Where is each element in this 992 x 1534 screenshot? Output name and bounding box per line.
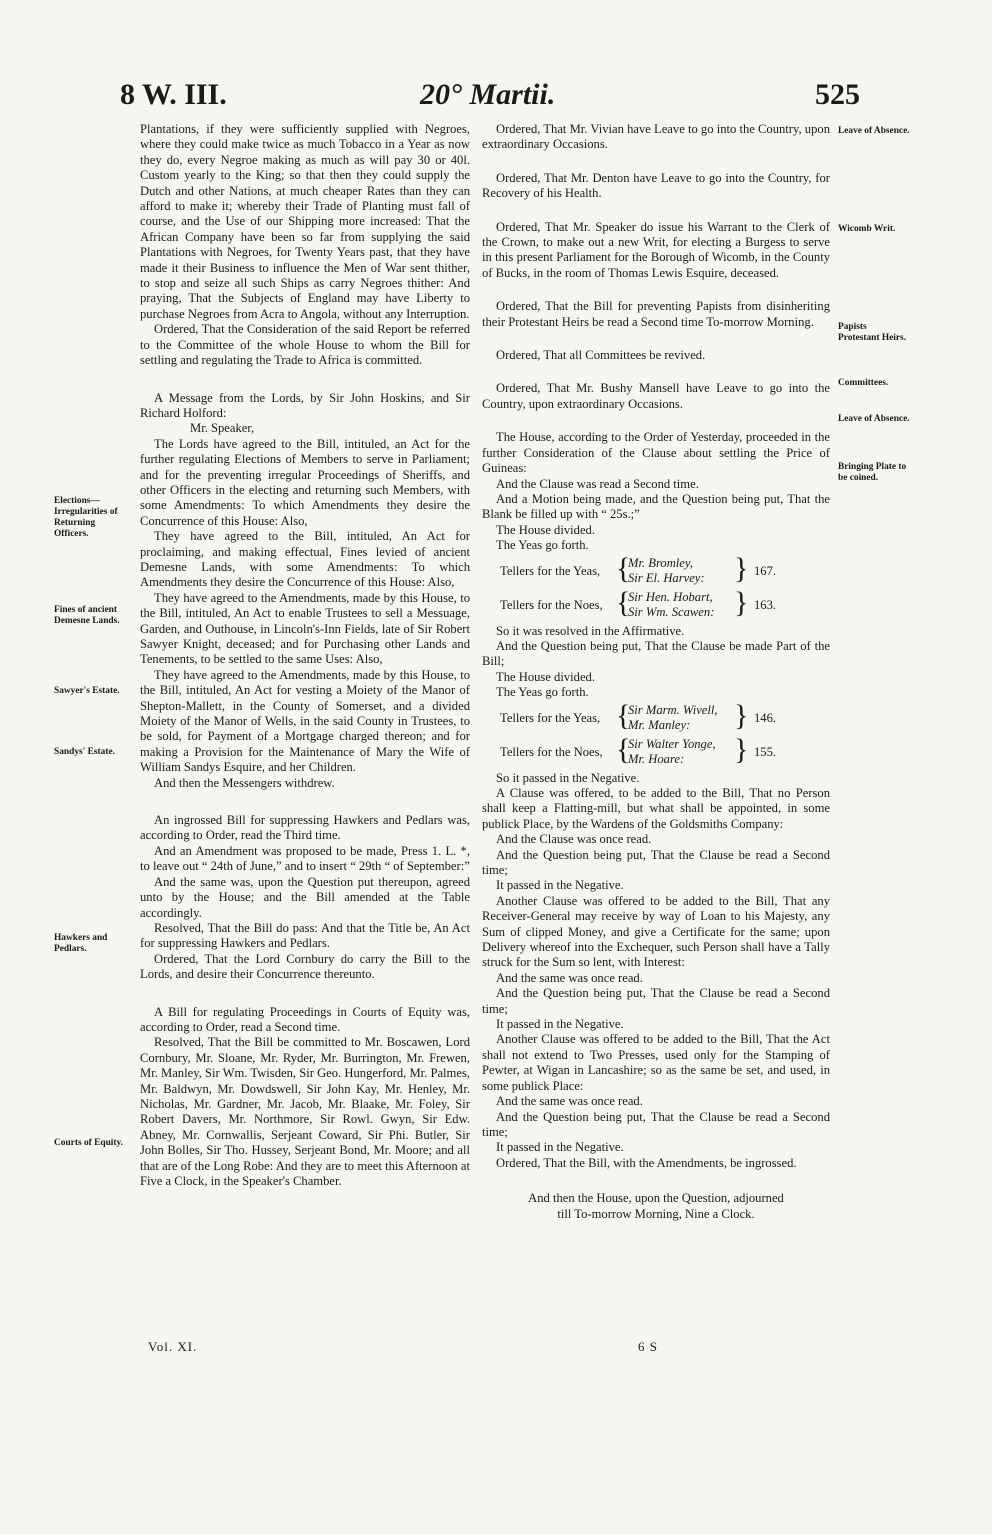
tellers-noes-1	[482, 585, 830, 622]
tellers-label: Tellers for the Noes,	[500, 597, 603, 612]
tellers-noes-2	[482, 732, 830, 769]
margin-note: Bringing Plate to be coined.	[838, 462, 907, 483]
paragraph: Ordered, That the Bill, with the Amendments, be ingrossed.	[496, 1155, 797, 1170]
teller-names: Sir Hen. Hobart, Sir Wm. Scawen:	[628, 589, 715, 619]
margin-note: Elections—Irregularities of Returning Officers.	[54, 496, 118, 539]
paragraph: The House, according to the Order of Yesterday, proceeded in the further Consideration of the Clause about settling the Price of Guineas:	[482, 430, 830, 476]
paragraph: A Message from the Lords, by Sir John Hoskins, and Sir Richard Holford:	[140, 390, 470, 420]
margin-note: Courts of Equity.	[54, 1138, 124, 1148]
paragraph: Mr. Speaker,	[190, 421, 255, 436]
paragraph: Resolved, That the Bill do pass: And that the Title be, An Act for suppressing Hawkers and Pedlars.	[140, 920, 470, 951]
paragraph: The Yeas go forth.	[496, 538, 589, 553]
paragraph: Ordered, That Mr. Bushy Mansell have Leave to go into the Country, upon extraordinary Occasions.	[482, 381, 830, 411]
paragraph: Another Clause was offered to be added to the Bill, That any Receiver-General may receive by way of Loan to his Majesty, any Sum of clipped Money, and give a Certificate for the same; upon Delivery whereof into the Exchequer, such Person shall have a Tally struck for the Sum so lent, with Interest:	[482, 893, 830, 970]
page-header	[0, 78, 992, 118]
paragraph: They have agreed to the Amendments, made by this House, to the Bill, intituled, An Act for vesting a Moiety of the Manor of Shepton-Mallett, in the County of Somerset, and a divided Moiety of the Manor of Wells, in the said County in Trustees, to be sold, for Payment of a Mortgage charged thereon; and for making a Provision for the Maintenance of Mary the Wife of William Sandys Esquire, and her Children.	[140, 667, 470, 775]
vote-count: 155.	[754, 744, 777, 759]
paragraph: Ordered, That Mr. Denton have Leave to go into the Country, for Recovery of his Health.	[482, 170, 830, 201]
paragraph: It passed in the Negative.	[496, 878, 624, 893]
paragraph: Ordered, That the Bill for preventing Papists from disinheriting their Protestant Heirs be read a Second time To-morrow Morning.	[482, 299, 830, 329]
vote-count: 167.	[754, 563, 777, 578]
margin-note: Leave of Absence.	[838, 414, 910, 424]
margin-note: Hawkers and Pedlars.	[54, 933, 108, 954]
paragraph: The Yeas go forth.	[496, 685, 589, 700]
page-number: 525	[815, 78, 860, 111]
paragraph: And a Motion being made, and the Question being put, That the Blank be filled up with “ 25s.;”	[482, 491, 830, 522]
tellers-label: Tellers for the Yeas,	[500, 563, 601, 578]
paragraph: Plantations, if they were sufficiently supplied with Negroes, where they could make twice as much Tobacco in a Year as now they do, every Negroe making as much as will pay 30 or 40l. Custom yearly to the King; so that then they could supply the Dutch and other Nations, at much cheaper Rates than they can afford to make it; whereby their Trade of Planting must fall of course, and the Use of our Shipping more increased: That the African Company have been so far from supplying the said Plantations with Negroes, for Twenty Years past, that they have made it their Business to influence the Men of War sent thither, to stop and seize all such Ships as carry Negroes thither: And praying, That the Subjects of England may have Liberty to purchase Negroes from Acra to Angola, without any Interruption.	[140, 122, 470, 321]
paragraph: A Clause was offered, to be added to the Bill, That no Person shall keep a Flatting-mill, but what shall be appointed, in some publick Place, by the Wardens of the Goldsmiths Company:	[482, 785, 830, 831]
margin-note: Sandys' Estate.	[54, 747, 115, 757]
paragraph: And the Question being put, That the Clause be read a Second time;	[482, 847, 830, 877]
paragraph: Ordered, That the Lord Cornbury do carry the Bill to the Lords, and desire their Concurrence thereunto.	[140, 951, 470, 982]
tellers-yeas-1	[482, 551, 830, 588]
paragraph: A Bill for regulating Proceedings in Courts of Equity was, according to Order, read a Second time.	[140, 1004, 470, 1034]
brace: }	[734, 732, 749, 766]
paragraph: It passed in the Negative.	[496, 1017, 624, 1032]
right-column	[482, 122, 830, 1222]
date-heading: 20° Martii.	[420, 78, 556, 111]
paragraph: Ordered, That Mr. Speaker do issue his Warrant to the Clerk of the Crown, to make out a new Writ, for electing a Burgess to serve in this present Parliament for the Borough of Wicomb, in the County of Bucks, in the room of Thomas Lewis Esquire, deceased.	[482, 219, 830, 280]
paragraph: The House divided.	[496, 669, 595, 684]
volume-label: Vol. XI.	[148, 1339, 198, 1354]
tellers-yeas-2	[482, 698, 830, 735]
teller-names: Sir Marm. Wivell, Mr. Manley:	[628, 702, 718, 732]
adjournment-paragraph: And then the House, upon the Question, adjourned till To-morrow Morning, Nine a Clock.	[528, 1191, 784, 1221]
paragraph: They have agreed to the Amendments, made by this House, to the Bill, intituled, An Act to enable Trustees to sell a Messuage, Garden, and Outhouse, in Lincoln's-Inn Fields, late of Sir Robert Sawyer Knight, deceased; and for Purchasing other Lands and Tenements, to be settled to the same Uses: Also,	[140, 590, 470, 667]
paragraph: And the Question being put, That the Clause be read a Second time;	[482, 1109, 830, 1139]
paragraph: And the Clause was read a Second time.	[496, 476, 699, 491]
paragraph: Ordered, That Mr. Vivian have Leave to go into the Country, upon extraordinary Occasions.	[482, 122, 830, 152]
brace: }	[734, 585, 749, 619]
paragraph: An ingrossed Bill for suppressing Hawkers and Pedlars was, according to Order, read the Third time.	[140, 813, 470, 843]
paragraph: So it was resolved in the Affirmative.	[496, 623, 685, 638]
brace: {	[616, 585, 631, 619]
brace: {	[616, 732, 631, 766]
vote-count: 163.	[754, 597, 777, 612]
paragraph: And the same was once read.	[496, 970, 643, 985]
margin-note: Fines of ancient Demesne Lands.	[54, 605, 120, 626]
paragraph: The Lords have agreed to the Bill, intituled, an Act for the further regulating Elections of Members to serve in Parliament; and for the preventing irregular Proceedings of Sheriffs, and other Officers in the electing and returning such Members, with some Amendments: To which Amendments they desire the Concurrence of this House: Also,	[140, 436, 470, 528]
paragraph: And the Question being put, That the Clause be made Part of the Bill;	[482, 638, 830, 669]
vote-count: 146.	[754, 710, 777, 725]
paragraph: And the Question being put, That the Clause be read a Second time;	[482, 986, 830, 1016]
brace: }	[734, 698, 749, 732]
paragraph: And then the Messengers withdrew.	[154, 775, 335, 790]
tellers-label: Tellers for the Noes,	[500, 744, 603, 759]
margin-note: Committees.	[838, 378, 889, 388]
paragraph: And the same was, upon the Question put thereupon, agreed unto by the House; and the Bill amended at the Table accordingly.	[140, 874, 470, 920]
brace: {	[616, 551, 631, 585]
margin-note: Sawyer's Estate.	[54, 686, 120, 696]
left-column	[140, 122, 470, 1189]
paragraph: Ordered, That the Consideration of the said Report be referred to the Committee of the whole House to whom the Bill for settling and regulating the Trade to Africa is committed.	[140, 322, 470, 368]
margin-note: Leave of Absence.	[838, 126, 910, 136]
brace: {	[616, 698, 631, 732]
brace: }	[734, 551, 749, 585]
paragraph: And the Clause was once read.	[496, 832, 652, 847]
paragraph: Another Clause was offered to be added to the Bill, That the Act shall not extend to Two Presses, used only for the Stamping of Pewter, at Wigan in Lancashire; so as the same be set, and used, in some publick Place:	[482, 1032, 830, 1093]
paragraph: And the same was once read.	[496, 1094, 643, 1109]
margin-note: Papists Protestant Heirs.	[838, 322, 907, 343]
paragraph: The House divided.	[496, 522, 595, 537]
teller-names: Sir Walter Yonge, Mr. Hoare:	[628, 736, 716, 766]
paragraph: And an Amendment was proposed to be made, Press 1. L. *, to leave out “ 24th of June,” and to insert “ 29th “ of September:”	[140, 843, 470, 874]
regnal-year: 8 W. III.	[120, 78, 227, 111]
signature-mark: 6 S	[638, 1339, 658, 1354]
margin-note: Wicomb Writ.	[838, 224, 896, 234]
paragraph: It passed in the Negative.	[496, 1140, 624, 1155]
paragraph: Resolved, That the Bill be committed to Mr. Boscawen, Lord Cornbury, Mr. Sloane, Mr. Ryder, Mr. Burrington, Mr. Frewen, Mr. Manley, Sir Wm. Twisden, Sir Geo. Hungerford, Mr. Palmes, Mr. Baldwyn, Mr. Dowdswell, Sir John Kay, Mr. Henley, Mr. Nicholas, Mr. Gardner, Mr. Jacob, Mr. Blaake, Mr. Foley, Sir Robert Davers, Mr. Northmore, Sir Rowl. Gwyn, Sir Edw. Abney, Mr. Cornwallis, Serjeant Coward, Sir Phi. Butler, Sir John Bolles, Sir Tho. Hussey, Serjeant Bond, Mr. Moore; and all that are of the Long Robe: And they are to meet this Afternoon at Five a Clock, in the Speaker's Chamber.	[140, 1035, 470, 1188]
paragraph: Ordered, That all Committees be revived.	[496, 348, 706, 363]
tellers-label: Tellers for the Yeas,	[500, 710, 601, 725]
paragraph: They have agreed to the Bill, intituled, An Act for proclaiming, and making effectual, Fines levied of ancient Demesne Lands, with some Amendments: To which Amendments they desire the Concurrence of this House: Also,	[140, 529, 470, 590]
teller-names: Mr. Bromley, Sir El. Harvey:	[628, 555, 705, 585]
paragraph: So it passed in the Negative.	[496, 770, 640, 785]
